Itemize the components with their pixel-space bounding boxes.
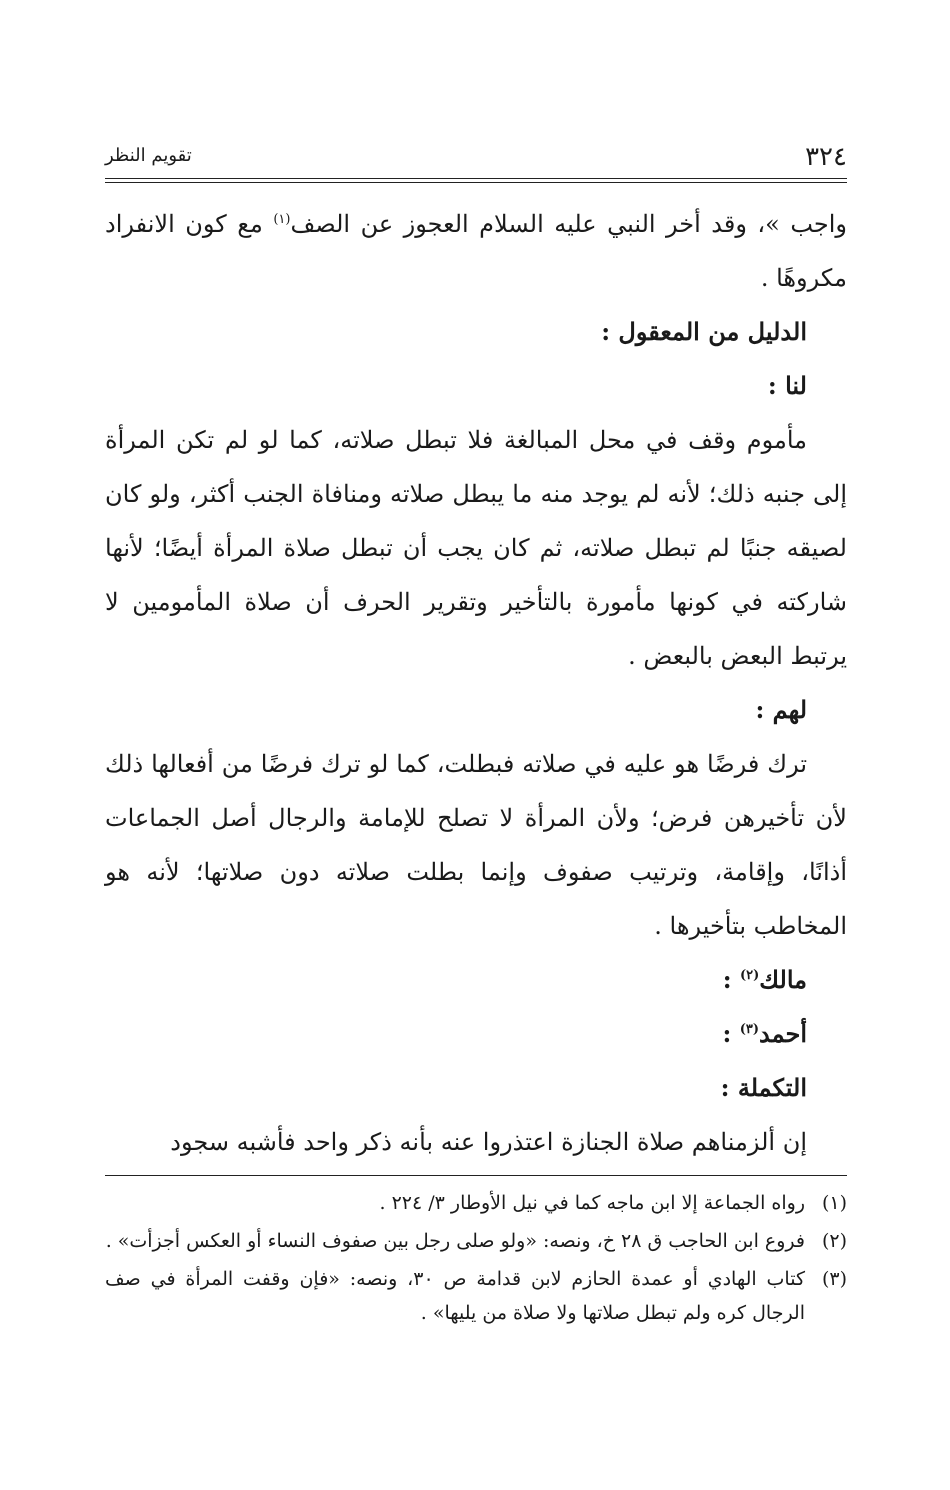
malik-label: مالك	[759, 965, 807, 994]
footnote-text: فروع ابن الحاجب ق ٢٨ خ، ونصه: «ولو صلى رجل بين صفوف النساء أو العكس أجزأت» .	[105, 1230, 805, 1252]
header-rule-thin	[105, 182, 847, 183]
book-page	[105, 140, 847, 1334]
malik-colon: :	[722, 965, 740, 994]
heading-for-us: لنا :	[767, 371, 807, 400]
heading-for-them: لهم :	[755, 695, 807, 724]
heading-completion: التكملة :	[720, 1073, 807, 1102]
footnote-2	[105, 1224, 847, 1258]
paragraph-for-us: مأموم وقف في محل المبالغة فلا تبطل صلاته، كما لو لم تكن المرأة إلى جنبه ذلك؛ لأنه لم يوجد منه ما يبطل صلاته ومنافاة الجنب أكثر، ولو كان لصيقه جنبًا لم تبطل صلاته، ثم كان يجب أن تبطل صلاة المرأة أيضًا؛ لأنها شاركته في كونها مأمورة بالتأخير وتقرير الحرف أن صلاة المأمومين لا يرتبط البعض بالبعض .	[105, 426, 847, 670]
heading-rational-evidence: الدليل من المعقول :	[601, 317, 807, 346]
running-title: تقويم النظر	[105, 145, 192, 166]
ahmad-label: أحمد	[759, 1019, 807, 1048]
footnote-number: (١)	[821, 1192, 847, 1214]
paragraph-for-them: ترك فرضًا هو عليه في صلاته فبطلت، كما لو ترك فرضًا من أفعالها ذلك لأن تأخيرهن فرض؛ ولأن المرأة لا تصلح للإمامة والرجال أصل الجماعات أذانًا، وإقامة، وترتيب صفوف وإنما بطلت صلاته دون صلاتها؛ لأنه هو المخاطب بتأخيرها .	[105, 750, 847, 940]
footnote-ref-2: (٢)	[739, 968, 760, 983]
intro-text: واجب »، وقد أخر النبي عليه السلام العجوز عن الصف	[290, 210, 847, 238]
footnote-rule	[105, 1175, 847, 1176]
heading-malik	[105, 953, 847, 1007]
footnote-ref-1: (١)	[273, 212, 291, 227]
ahmad-colon: :	[722, 1019, 740, 1048]
footnote-1	[105, 1186, 847, 1220]
heading-ahmad	[105, 1007, 847, 1061]
footnote-number: (٢)	[821, 1230, 847, 1252]
footnote-text: رواه الجماعة إلا ابن ماجه كما في نيل الأوطار ٣/ ٢٢٤ .	[379, 1192, 805, 1214]
paragraph-completion: إن ألزمناهم صلاة الجنازة اعتذروا عنه بأنه ذكر واحد فأشبه سجود	[170, 1128, 807, 1156]
page-header	[105, 140, 847, 176]
main-text	[105, 197, 847, 1169]
footnote-3	[105, 1262, 847, 1330]
footnote-number: (٣)	[821, 1268, 847, 1290]
footnotes	[105, 1186, 847, 1330]
paragraph-intro	[105, 197, 847, 305]
header-rule	[105, 178, 847, 179]
page-number: ٣٢٤	[805, 142, 847, 172]
intro-text-end: مع كون الانفراد مكروهًا .	[105, 210, 847, 292]
footnote-ref-3: (٣)	[739, 1022, 760, 1037]
footnote-text: كتاب الهادي أو عمدة الحازم لابن قدامة ص ٣٠، ونصه: «فإن وقفت المرأة في صف الرجال كره ولم تبطل صلاتها ولا صلاة من يليها» .	[105, 1268, 805, 1324]
